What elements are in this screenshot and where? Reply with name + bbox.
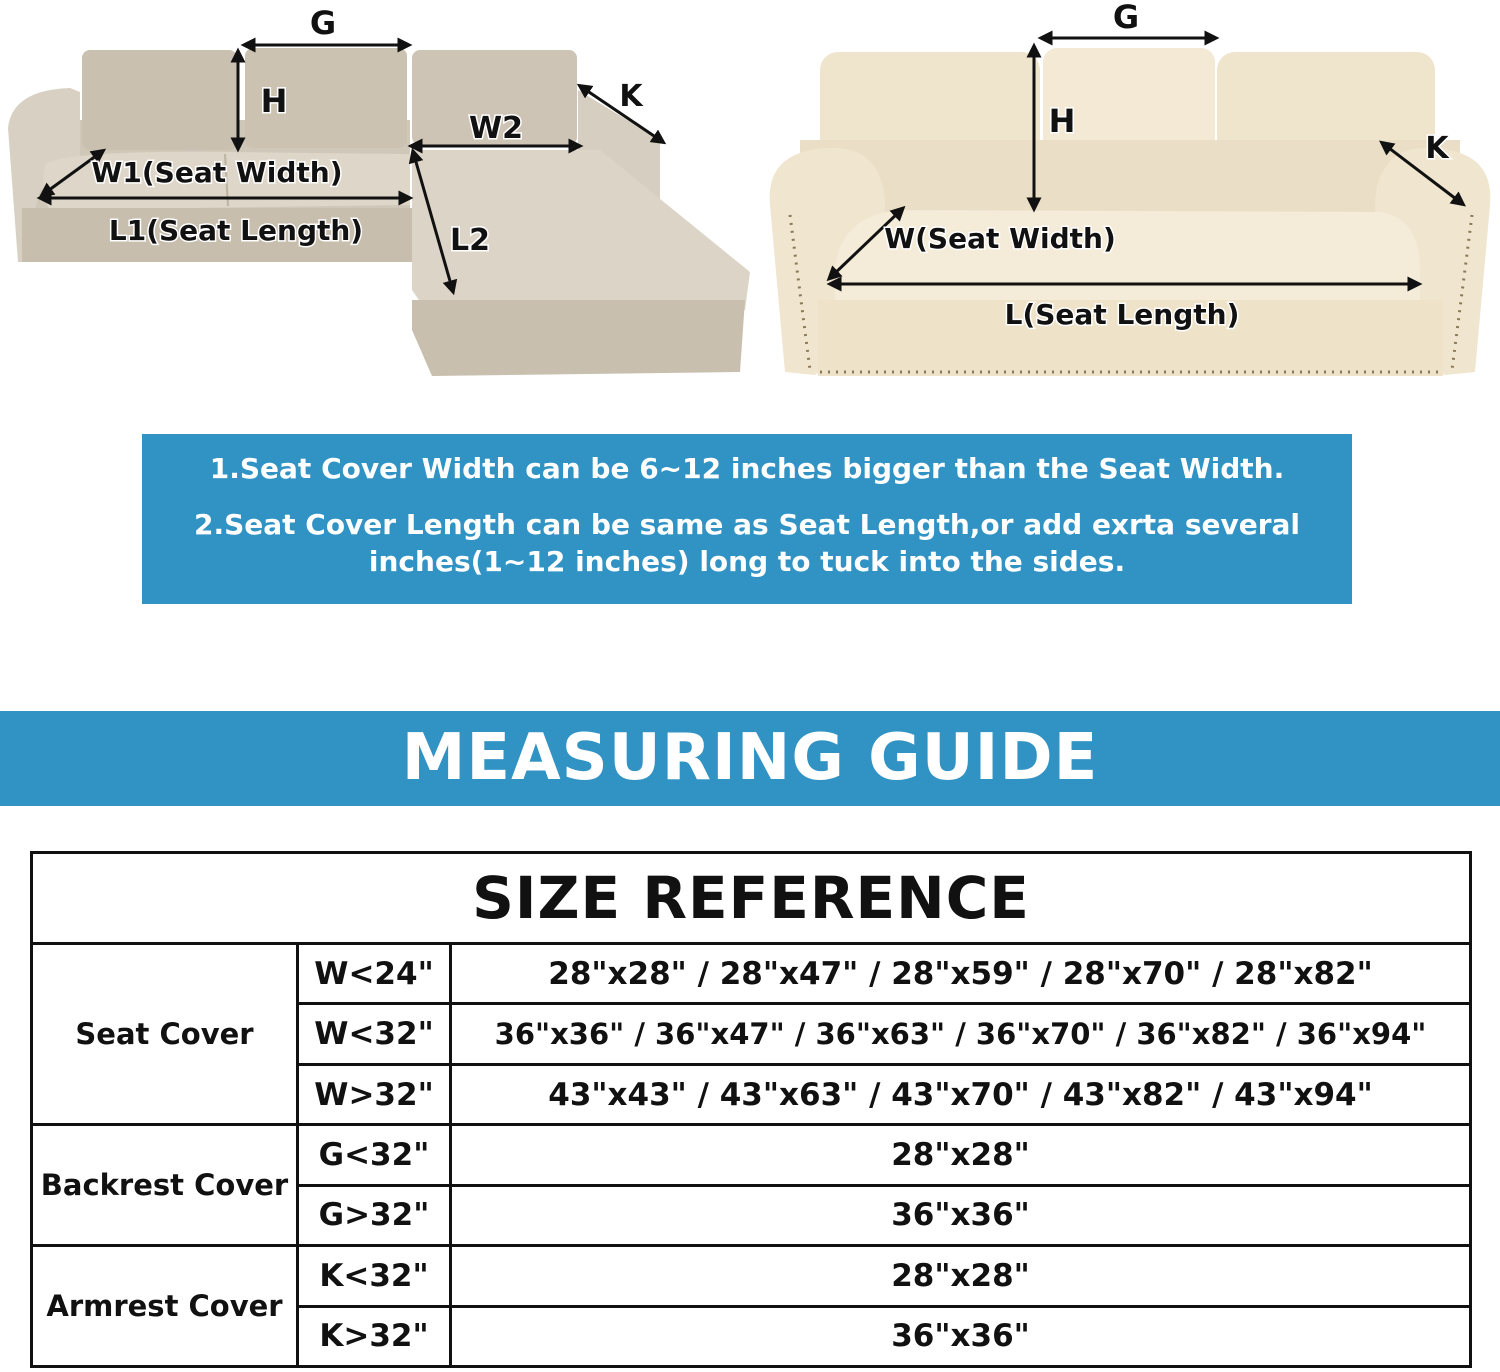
sizes-cell: 36"x36"	[451, 1185, 1471, 1245]
label-h: H	[260, 82, 288, 120]
label-l1-seat-length: L1(Seat Length)	[108, 214, 364, 247]
size-reference-table	[30, 851, 1472, 1368]
note-seat-cover-length-line1: 2.Seat Cover Length can be same as Seat Length,or add exrta several	[193, 508, 1301, 541]
sizes-cell: 28"x28" / 28"x47" / 28"x59" / 28"x70" / 28"x82"	[451, 944, 1471, 1004]
table-row	[32, 944, 1471, 1004]
table-row	[32, 1246, 1471, 1306]
note-seat-cover-width: 1.Seat Cover Width can be 6~12 inches bigger than the Seat Width.	[209, 452, 1285, 485]
condition-cell: W>32"	[298, 1064, 451, 1124]
category-backrest-cover: Backrest Cover	[32, 1125, 298, 1246]
three-seat-sofa-diagram	[760, 0, 1500, 390]
measurement-notes	[142, 434, 1352, 604]
sizes-cell: 36"x36" / 36"x47" / 36"x63" / 36"x70" / 36"x82" / 36"x94"	[451, 1004, 1471, 1064]
label-w-seat-width: W(Seat Width)	[884, 222, 1116, 255]
note-seat-cover-length-line2: inches(1~12 inches) long to tuck into the sides.	[368, 545, 1126, 578]
label-l2: L2	[450, 223, 490, 258]
three-seat-sofa-illustration	[760, 0, 1500, 390]
label-g: G	[309, 4, 337, 42]
label-k: K	[619, 79, 643, 114]
sectional-sofa-diagram	[0, 0, 760, 390]
condition-cell: G>32"	[298, 1185, 451, 1245]
label-h: H	[1048, 102, 1076, 140]
label-l-seat-length: L(Seat Length)	[1004, 298, 1240, 331]
label-w1-seat-width: W1(Seat Width)	[91, 156, 343, 189]
sectional-sofa-illustration	[0, 0, 760, 390]
condition-cell: K<32"	[298, 1246, 451, 1306]
condition-cell: K>32"	[298, 1306, 451, 1366]
category-seat-cover: Seat Cover	[32, 944, 298, 1125]
condition-cell: W<32"	[298, 1004, 451, 1064]
category-armrest-cover: Armrest Cover	[32, 1246, 298, 1367]
condition-cell: G<32"	[298, 1125, 451, 1185]
sizes-cell: 28"x28"	[451, 1125, 1471, 1185]
table-title-row	[32, 853, 1471, 944]
sizes-cell: 43"x43" / 43"x63" / 43"x70" / 43"x82" / 43"x94"	[451, 1064, 1471, 1124]
table-title: SIZE REFERENCE	[32, 853, 1471, 944]
label-g: G	[1112, 0, 1140, 36]
table-row	[32, 1125, 1471, 1185]
label-w2: W2	[469, 111, 523, 146]
measuring-guide-banner: MEASURING GUIDE	[0, 711, 1500, 806]
label-k: K	[1425, 131, 1449, 166]
condition-cell: W<24"	[298, 944, 451, 1004]
sizes-cell: 36"x36"	[451, 1306, 1471, 1366]
sizes-cell: 28"x28"	[451, 1246, 1471, 1306]
